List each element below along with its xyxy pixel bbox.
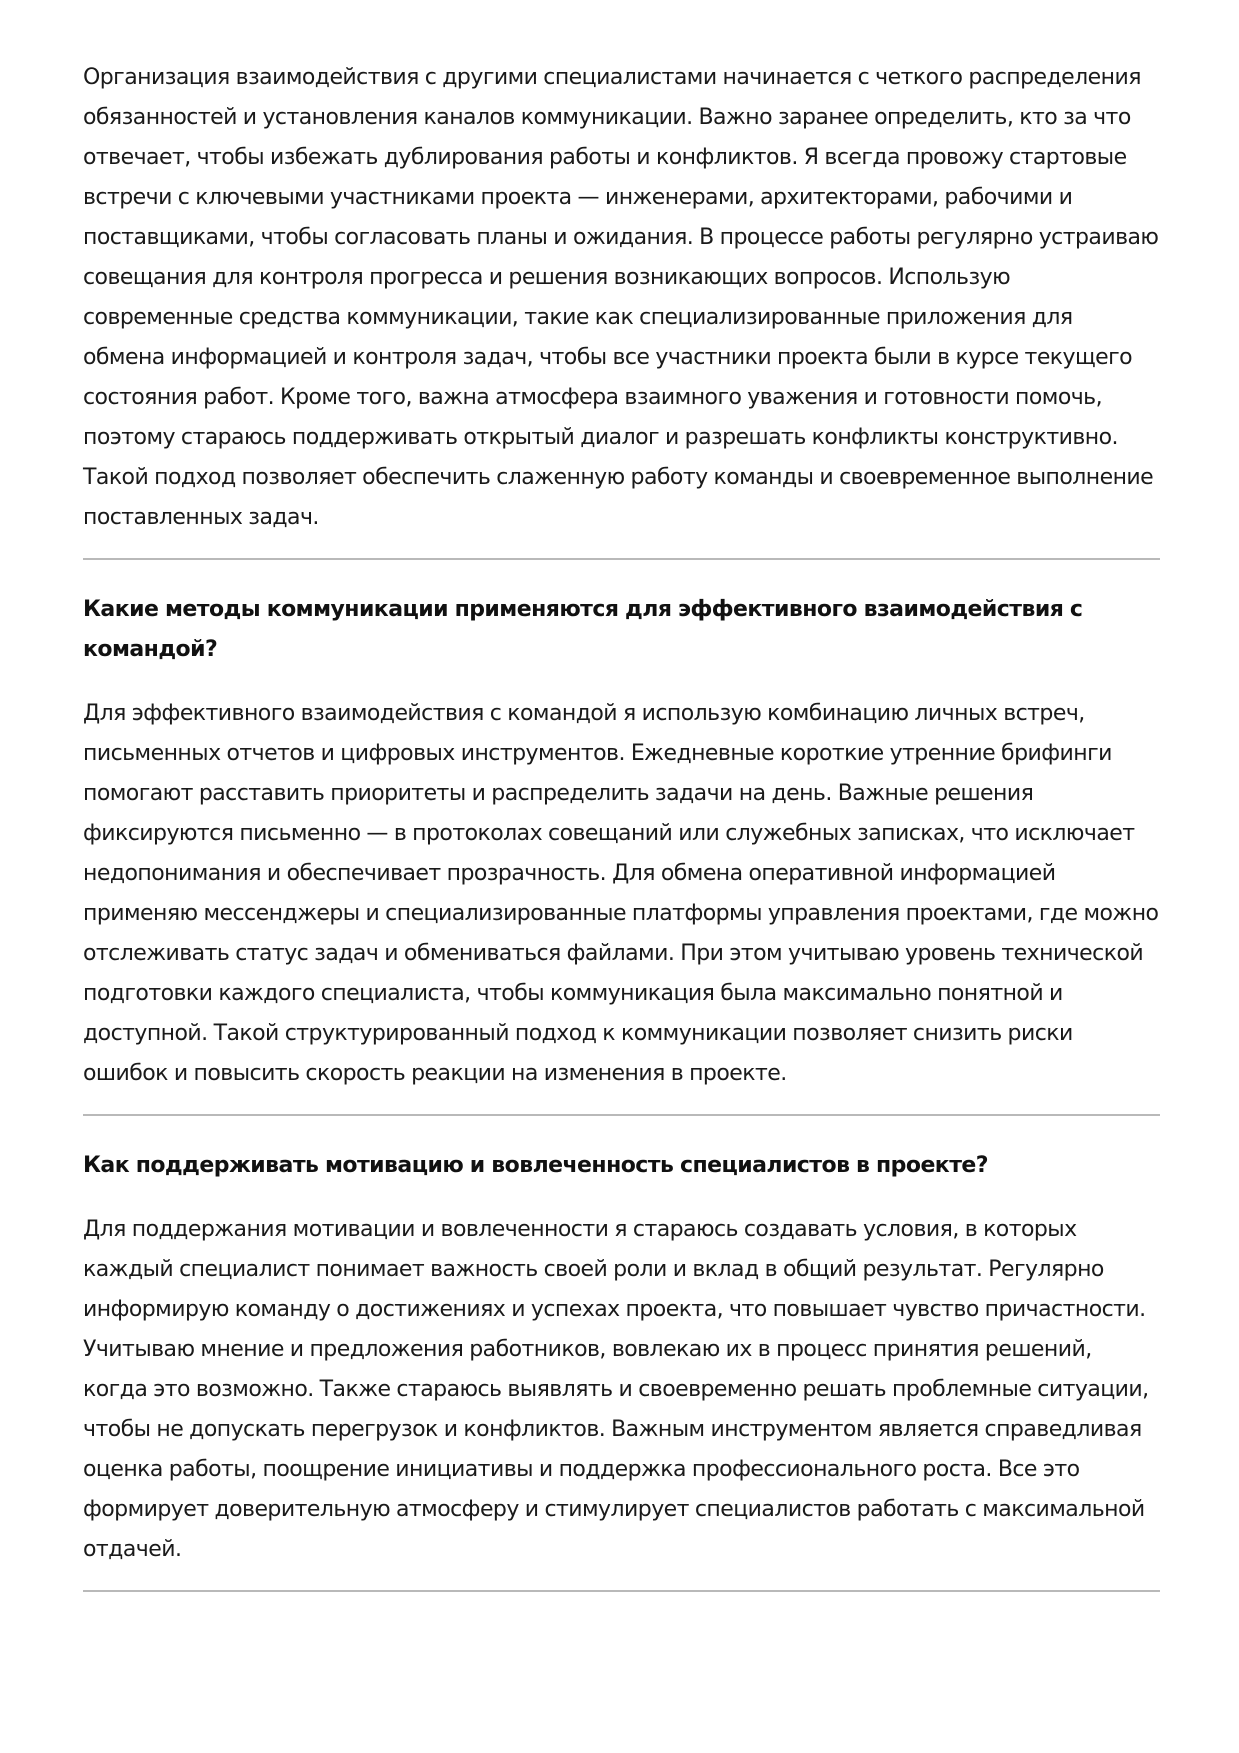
answer-paragraph: Для поддержания мотивации и вовлеченности я стараюсь создавать условия, в которых каждый специалист понимает важность своей роли и вклад в общий результат. Регулярно информирую команду о достижениях и успехах проекта, что повышает чувство причастности. Учитываю мнение и предложения работников, вовлекаю их в процесс принятия решений, когда это возможно. Также стараюсь выявлять и своевременно решать проблемные ситуации, чтобы не допускать перегрузок и конфликтов. Важным инструментом является справедливая оценка работы, поощрение инициативы и поддержка профессионального роста. Все это формирует доверительную атмосферу и стимулирует специалистов работать с максимальной отдачей. [83,1217,1149,1562]
answer-paragraph: Для эффективного взаимодействия с командой я использую комбинацию личных встреч, письменных отчетов и цифровых инструментов. Ежедневные короткие утренние брифинги помогают расставить приоритеты и распределить задачи на день. Важные решения фиксируются письменно — в протоколах совещаний или служебных записках, что исключает недопонимания и обеспечивает прозрачность. Для обмена оперативной информацией применяю мессенджеры и специализированные платформы управления проектами, где можно отслеживать статус задач и обмениваться файлами. При этом учитываю уровень технической подготовки каждого специалиста, чтобы коммуникация была максимально понятной и доступной. Такой структурированный подход к коммуникации позволяет снизить риски ошибок и повысить скорость реакции на изменения в проекте. [83,701,1159,1086]
document-page [83,58,1160,1592]
question-heading: Какие методы коммуникации применяются для эффективного взаимодействия с командой? [83,597,1083,662]
section-divider [83,1590,1160,1592]
question-heading: Как поддерживать мотивацию и вовлеченность специалистов в проекте? [83,1153,988,1178]
intro-paragraph: Организация взаимодействия с другими специалистами начинается с четкого распределения обязанностей и установления каналов коммуникации. Важно заранее определить, кто за что отвечает, чтобы избежать дублирования работы и конфликтов. Я всегда провожу стартовые встречи с ключевыми участниками проекта — инженерами, архитекторами, рабочими и поставщиками, чтобы согласовать планы и ожидания. В процессе работы регулярно устраиваю совещания для контроля прогресса и решения возникающих вопросов. Использую современные средства коммуникации, такие как специализированные приложения для обмена информацией и контроля задач, чтобы все участники проекта были в курсе текущего состояния работ. Кроме того, важна атмосфера взаимного уважения и готовности помочь, поэтому стараюсь поддерживать открытый диалог и разрешать конфликты конструктивно. Такой подход позволяет обеспечить слаженную работу команды и своевременное выполнение поставленных задач. [83,65,1159,530]
section-divider [83,1114,1160,1116]
section-divider [83,558,1160,560]
